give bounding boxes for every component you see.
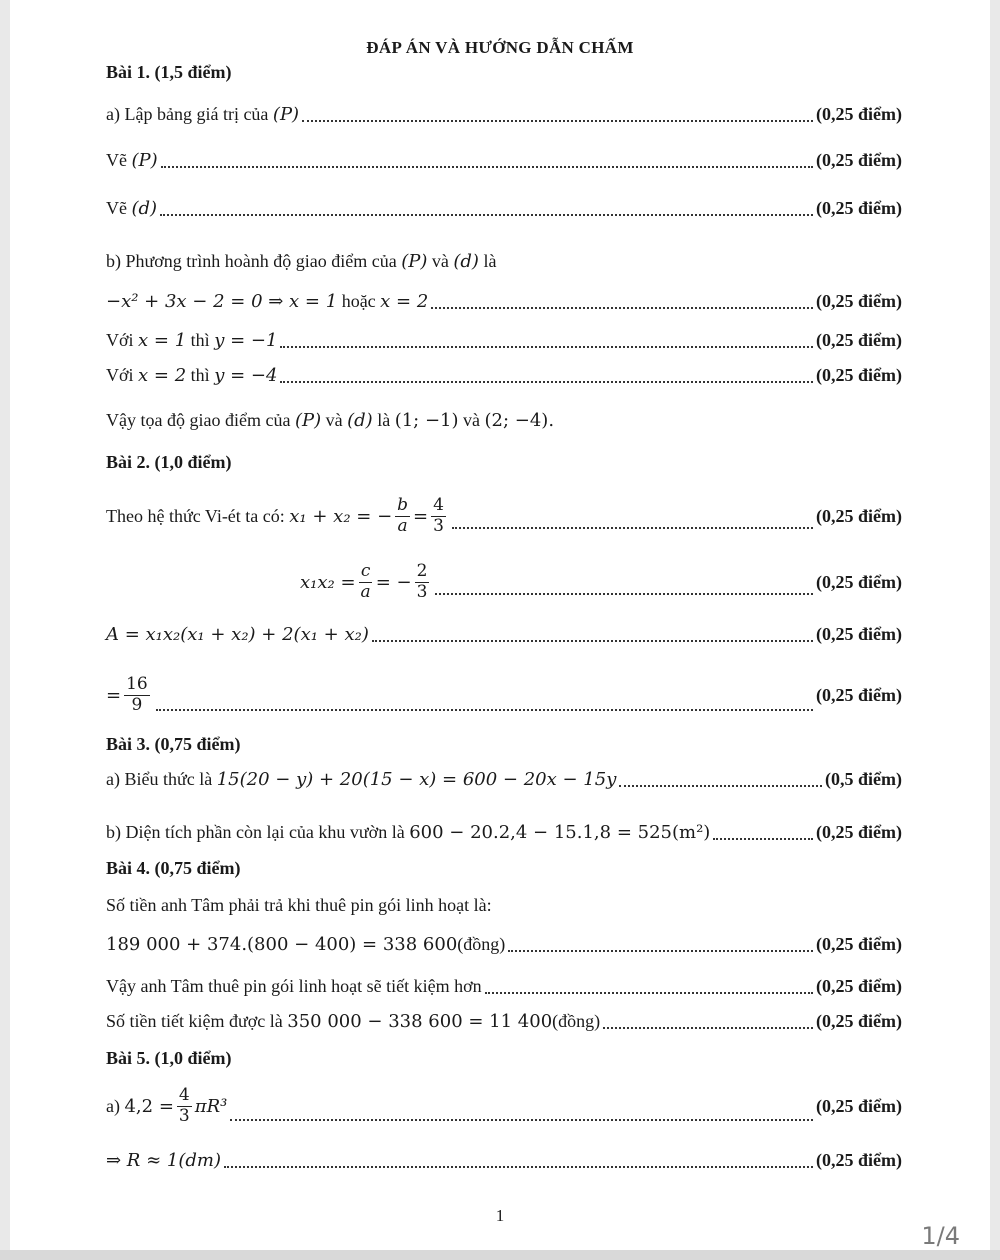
bai4-line-calc [106, 927, 902, 961]
bai5-a-rhs: πR³ [194, 1095, 228, 1117]
bai3-a-text: a) Biểu thức là [106, 768, 213, 789]
bai1-c-d: (d) [347, 410, 373, 431]
bai1-line-x1 [106, 323, 902, 357]
bai1-line-equation [106, 284, 902, 318]
leader-dots [485, 991, 813, 994]
bai2-result-frac [124, 675, 150, 715]
bai4-line-conclusion [106, 969, 902, 1003]
bai1-b-math-p: (P) [401, 251, 428, 272]
bai4-calc-unit: (đồng) [457, 933, 506, 954]
bai1-c-and2: và [463, 410, 481, 430]
bai1-c-point2: (2; −4). [484, 410, 555, 431]
frac-numerator: 4 [178, 1084, 190, 1105]
bai4-savings-text: Số tiền tiết kiệm được là [106, 1010, 283, 1031]
bai2-sum-frac-b-a [395, 496, 410, 536]
frac-denominator: 9 [131, 694, 143, 715]
bai1-c-and: và [325, 410, 343, 430]
bai3-b-text: b) Diện tích phần còn lại của khu vườn là [106, 821, 405, 842]
bai3-line-b [106, 815, 902, 849]
bai1-c-point1: (1; −1) [394, 410, 459, 431]
bai1-ve-p-score: (0,25 điểm) [816, 149, 902, 170]
bai5-R-score: (0,25 điểm) [816, 1149, 902, 1170]
leader-dots [161, 165, 813, 168]
leader-dots [431, 306, 813, 309]
bai5-a-text: a) [106, 1095, 120, 1116]
bai1-x2-y: y = −4 [214, 364, 278, 386]
document-title: ĐÁP ÁN VÀ HƯỚNG DẪN CHẤM [366, 38, 634, 57]
bai2-sum-score: (0,25 điểm) [816, 505, 902, 526]
bai1-eq-score: (0,25 điểm) [816, 290, 902, 311]
bai1-line-b [106, 251, 496, 272]
bai5-heading: Bài 5. (1,0 điểm) [106, 1048, 232, 1068]
leader-dots [452, 526, 813, 529]
bai1-heading: Bài 1. (1,5 điểm) [106, 62, 232, 82]
viewer-right-margin [990, 0, 1000, 1260]
leader-dots [156, 708, 813, 711]
leader-dots [508, 949, 813, 952]
bai1-c-la: là [377, 410, 391, 430]
bai1-ve-p-text: Vẽ [106, 149, 127, 170]
leader-dots [713, 837, 813, 840]
bai1-x2-x: x = 2 [138, 364, 187, 386]
bai4-conclusion-text: Vậy anh Tâm thuê pin gói linh hoạt sẽ tiết kiệm hơn [106, 975, 482, 996]
leader-dots [160, 213, 813, 216]
viewer-left-margin [0, 0, 10, 1260]
bai3-a-eq: 15(20 − y) + 20(15 − x) = 600 − 20x − 15y [216, 768, 617, 790]
bai1-x1-voi: Với [106, 329, 134, 350]
frac-numerator: 16 [126, 673, 148, 694]
frac-denominator: 3 [433, 515, 444, 536]
bai2-heading: Bài 2. (1,0 điểm) [106, 452, 232, 472]
bai1-ve-d-score: (0,25 điểm) [816, 197, 902, 218]
frac-numerator: 2 [416, 560, 428, 581]
bai2-result-eq: = [106, 684, 122, 706]
bai2-line-A [106, 617, 902, 651]
leader-dots [603, 1026, 813, 1029]
bai2-prod-frac-2-3 [415, 562, 430, 602]
leader-dots [435, 592, 813, 595]
bai4-line-intro: Số tiền anh Tâm phải trả khi thuê pin gói linh hoạt là: [106, 895, 492, 915]
bai1-c-text: Vậy tọa độ giao điểm của [106, 410, 291, 430]
bai1-line-ve-p [106, 143, 902, 177]
viewer-bottom-bar [0, 1250, 1000, 1260]
frac-denominator: a [397, 515, 408, 536]
leader-dots [302, 119, 813, 122]
bai3-heading: Bài 3. (0,75 điểm) [106, 734, 241, 754]
frac-numerator: c [360, 560, 371, 581]
bai3-b-score: (0,25 điểm) [816, 821, 902, 842]
bai5-R-eq: ⇒ R ≈ 1(dm) [106, 1149, 221, 1171]
bai5-a-frac [177, 1086, 192, 1126]
bai5-a-score: (0,25 điểm) [816, 1095, 902, 1116]
bai1-x2-score: (0,25 điểm) [816, 364, 902, 385]
frac-denominator: a [360, 581, 371, 602]
leader-dots [619, 784, 822, 787]
bai2-result-score: (0,25 điểm) [816, 684, 902, 705]
bai1-eq-1: −x² + 3x − 2 = 0 ⇒ x = 1 [106, 290, 338, 312]
leader-dots [372, 639, 813, 642]
leader-dots [280, 380, 813, 383]
bai3-line-a [106, 762, 902, 796]
bai4-calc-eq: 189 000 + 374.(800 − 400) = 338 600 [106, 933, 458, 955]
bai1-x1-y: y = −1 [214, 329, 278, 351]
bai4-savings-score: (0,25 điểm) [816, 1010, 902, 1031]
bai2-prod-eq: = − [375, 571, 412, 593]
leader-dots [280, 345, 813, 348]
frac-denominator: 3 [416, 581, 428, 602]
bai1-x1-x: x = 1 [138, 329, 187, 351]
bai2-A-score: (0,25 điểm) [816, 623, 902, 644]
bai1-ve-d-text: Vẽ [106, 197, 127, 218]
bai1-line-a [106, 97, 902, 131]
frac-numerator: b [397, 494, 409, 515]
bai4-savings-eq: 350 000 − 338 600 = 11 400 [287, 1010, 553, 1032]
page-number: 1 [495, 1206, 505, 1225]
bai1-x2-voi: Với [106, 364, 134, 385]
bai1-ve-d-math: (d) [131, 197, 158, 219]
bai1-line-ve-d [106, 191, 902, 225]
bai1-b-text: b) Phương trình hoành độ giao điểm của [106, 251, 397, 271]
bai1-eq-or: hoặc [341, 290, 376, 311]
frac-denominator: 3 [178, 1105, 190, 1126]
bai1-eq-2: x = 2 [380, 290, 429, 312]
bai1-line-x2 [106, 358, 902, 392]
bai2-sum-lhs: x₁ + x₂ = − [289, 505, 393, 527]
bai1-b-end: là [483, 251, 497, 271]
bai1-ve-p-math: (P) [131, 149, 158, 171]
bai1-x1-score: (0,25 điểm) [816, 329, 902, 350]
bai2-prod-score: (0,25 điểm) [816, 571, 902, 592]
bai5-line-R [106, 1143, 902, 1177]
bai1-b-math-d: (d) [453, 251, 479, 272]
bai2-line-sum [106, 494, 902, 538]
bai2-sum-text: Theo hệ thức Vi-ét ta có: [106, 505, 285, 526]
bai2-line-product [300, 560, 902, 604]
bai3-b-eq: 600 − 20.2,4 − 15.1,8 = 525(m²) [409, 821, 711, 843]
bai4-conclusion-score: (0,25 điểm) [816, 975, 902, 996]
bai2-line-result [106, 670, 902, 720]
bai1-b-and: và [431, 251, 449, 271]
bai5-line-a [106, 1082, 902, 1130]
bai1-x1-thi: thì [190, 329, 210, 350]
bai5-a-lhs: 4,2 = [124, 1095, 174, 1117]
frac-numerator: 4 [433, 494, 444, 515]
bai1-line-a-text: a) Lập bảng giá trị của [106, 103, 269, 124]
bai2-prod-frac-c-a [359, 562, 373, 602]
bai1-line-a-score: (0,25 điểm) [816, 103, 902, 124]
bai1-x2-thi: thì [190, 364, 210, 385]
bai1-c-p: (P) [294, 410, 322, 431]
bai1-line-conclusion [106, 410, 554, 431]
bai4-line-savings [106, 1004, 902, 1038]
document-page [10, 0, 990, 1250]
bai3-a-score: (0,5 điểm) [825, 768, 902, 789]
bai2-A-eq: A = x₁x₂(x₁ + x₂) + 2(x₁ + x₂) [106, 623, 369, 645]
bai4-savings-unit: (đồng) [552, 1010, 601, 1031]
bai2-sum-frac-4-3 [431, 496, 446, 536]
bai4-calc-score: (0,25 điểm) [816, 933, 902, 954]
leader-dots [224, 1165, 813, 1168]
bai2-sum-eq: = [413, 505, 429, 527]
page-indicator: 1/4 [921, 1222, 960, 1250]
bai4-heading: Bài 4. (0,75 điểm) [106, 858, 241, 878]
leader-dots [230, 1118, 813, 1121]
bai2-prod-lhs: x₁x₂ = [300, 571, 356, 593]
bai1-line-a-math: (P) [272, 103, 300, 125]
